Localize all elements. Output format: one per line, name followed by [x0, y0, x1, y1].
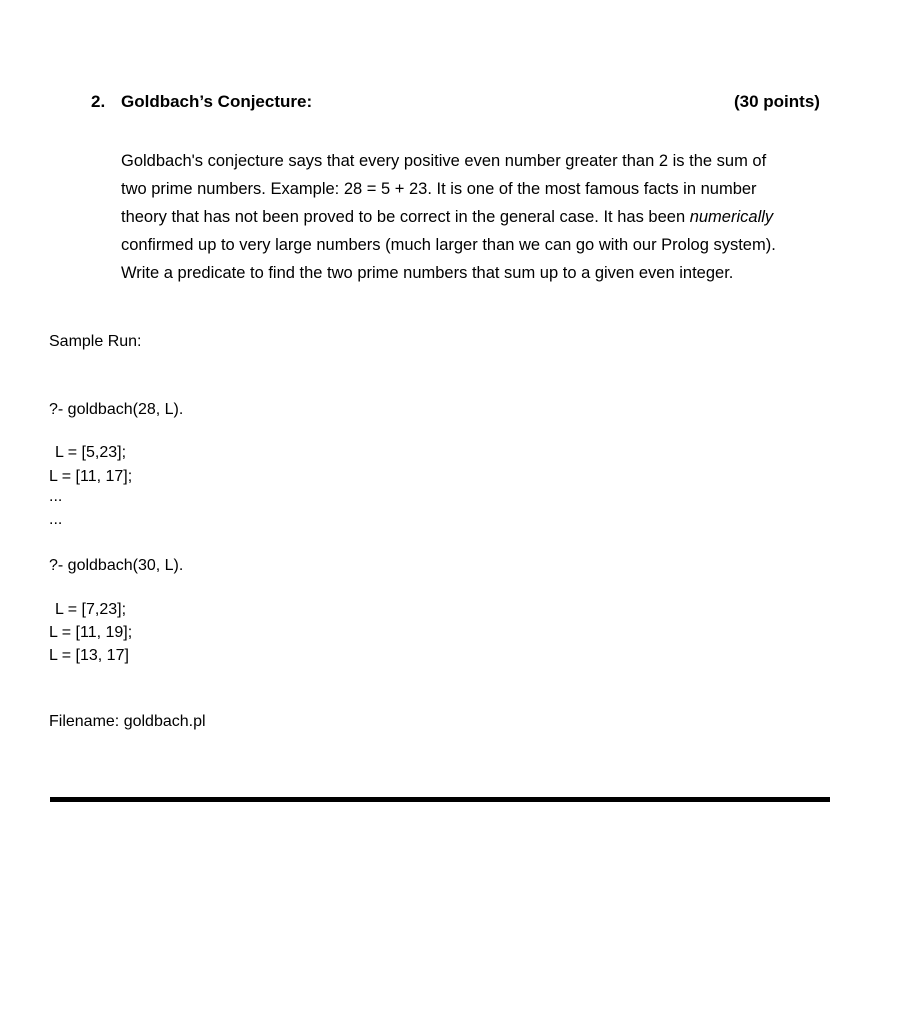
question-title: Goldbach’s Conjecture:	[121, 92, 313, 111]
sample-query: ?- goldbach(28, L).	[49, 401, 184, 418]
question-number: 2.	[91, 92, 106, 111]
description-line: two prime numbers. Example: 28 = 5 + 23. It is one of the most famous facts in number	[121, 180, 757, 198]
sample-ellipsis: ...	[49, 488, 63, 505]
sample-ellipsis: ...	[49, 511, 63, 528]
sample-query: ?- goldbach(30, L).	[49, 557, 184, 574]
filename-label: Filename: goldbach.pl	[49, 713, 206, 730]
sample-result: L = [11, 17];	[49, 468, 133, 485]
description-line: Write a predicate to find the two prime numbers that sum up to a given even integer.	[121, 264, 734, 282]
sample-result: L = [13, 17]	[49, 647, 129, 664]
sample-run-label: Sample Run:	[49, 333, 142, 350]
question-points: (30 points)	[734, 92, 820, 111]
sample-result: L = [7,23];	[55, 601, 127, 618]
question-description	[121, 147, 851, 287]
sample-result: L = [5,23];	[55, 444, 127, 461]
emphasis-text: numerically	[689, 208, 774, 226]
description-line: Goldbach's conjecture says that every positive even number greater than 2 is the sum of	[121, 152, 767, 170]
description-text: theory that has not been proved to be correct in the general case. It has been	[121, 208, 690, 226]
description-line: confirmed up to very large numbers (much larger than we can go with our Prolog system).	[121, 236, 776, 254]
description-line	[121, 203, 851, 231]
sample-result: L = [11, 19];	[49, 624, 133, 641]
section-divider	[50, 797, 830, 802]
